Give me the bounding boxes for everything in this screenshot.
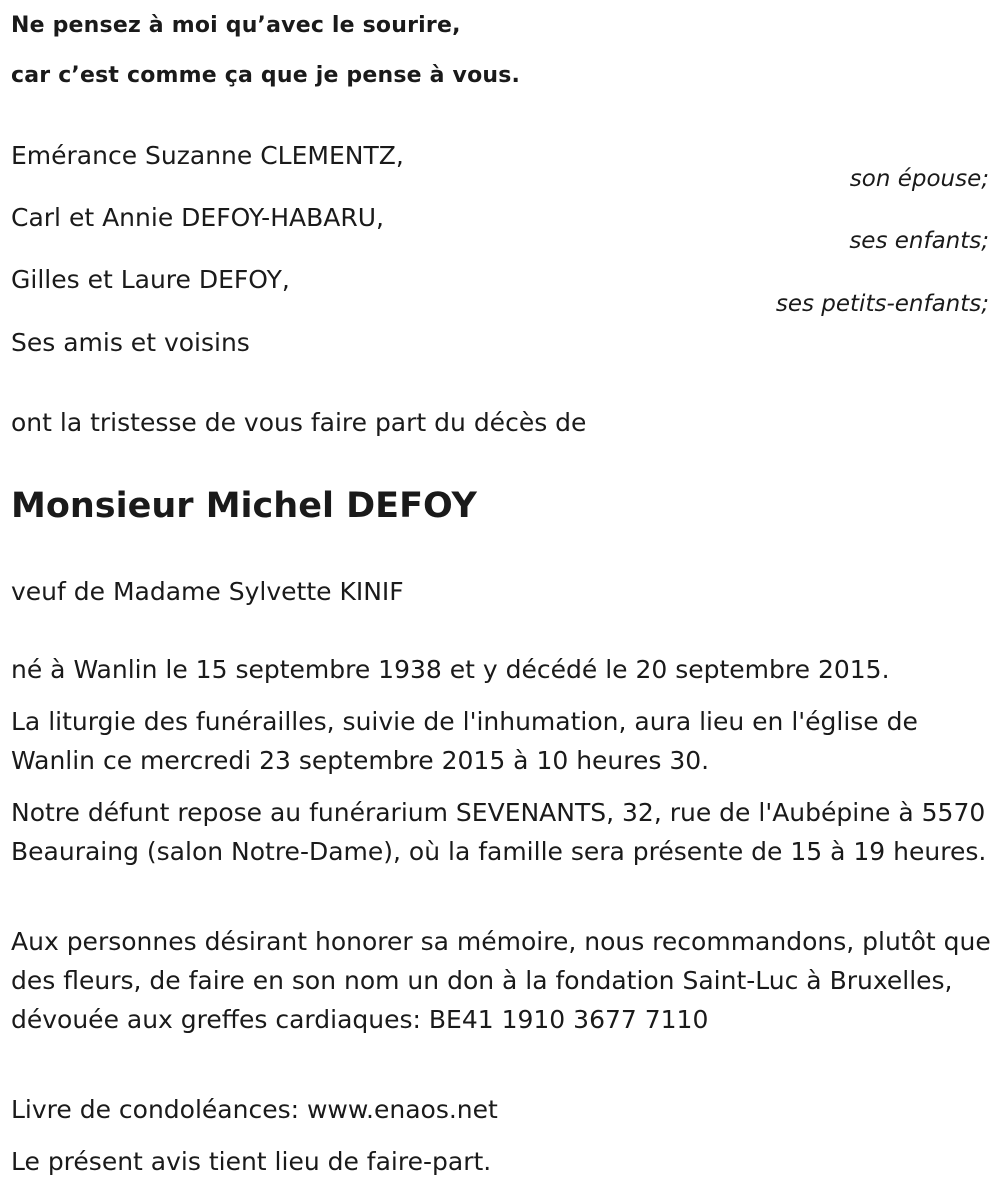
funeral-paragraph: La liturgie des funérailles, suivie de l'inhumation, aura lieu en l'église de Wanlin ce mercredi 23 septembre 2015 à 10 heures 30.: [11, 707, 918, 775]
family-member-name: Carl et Annie DEFOY-HABARU,: [11, 203, 384, 232]
family-member-name: Gilles et Laure DEFOY,: [11, 265, 290, 294]
family-member-relation: son épouse;: [849, 166, 989, 192]
family-member-relation: ses petits-enfants;: [775, 291, 989, 317]
family-member-name: Ses amis et voisins: [11, 328, 250, 357]
deceased-name: Monsieur Michel DEFOY: [11, 486, 477, 526]
family-member-name: Emérance Suzanne CLEMENTZ,: [11, 141, 404, 170]
family-member-relation: ses enfants;: [849, 228, 989, 254]
birth-death-paragraph: né à Wanlin le 15 septembre 1938 et y décédé le 20 septembre 2015.: [11, 655, 890, 684]
quote-line-1: Ne pensez à moi qu’avec le sourire,: [11, 13, 461, 38]
announcement-text: ont la tristesse de vous faire part du décès de: [11, 408, 587, 437]
quote-line-2: car c’est comme ça que je pense à vous.: [11, 63, 521, 88]
condolences-paragraph: Livre de condoléances: www.enaos.net: [11, 1095, 498, 1124]
widower-of-text: veuf de Madame Sylvette KINIF: [11, 577, 404, 606]
funerarium-paragraph: Notre défunt repose au funérarium SEVENANTS, 32, rue de l'Aubépine à 5570 Beauraing (salon Notre-Dame), où la famille sera présente de 15 à 19 heures.: [11, 798, 987, 866]
notice-paragraph: Le présent avis tient lieu de faire-part.: [11, 1147, 492, 1176]
donation-paragraph: Aux personnes désirant honorer sa mémoire, nous recommandons, plutôt que des fleurs, de faire en son nom un don à la fondation Saint-Luc à Bruxelles, dévouée aux greffes cardiaques: BE41 1910 3677 7110: [11, 927, 991, 1034]
